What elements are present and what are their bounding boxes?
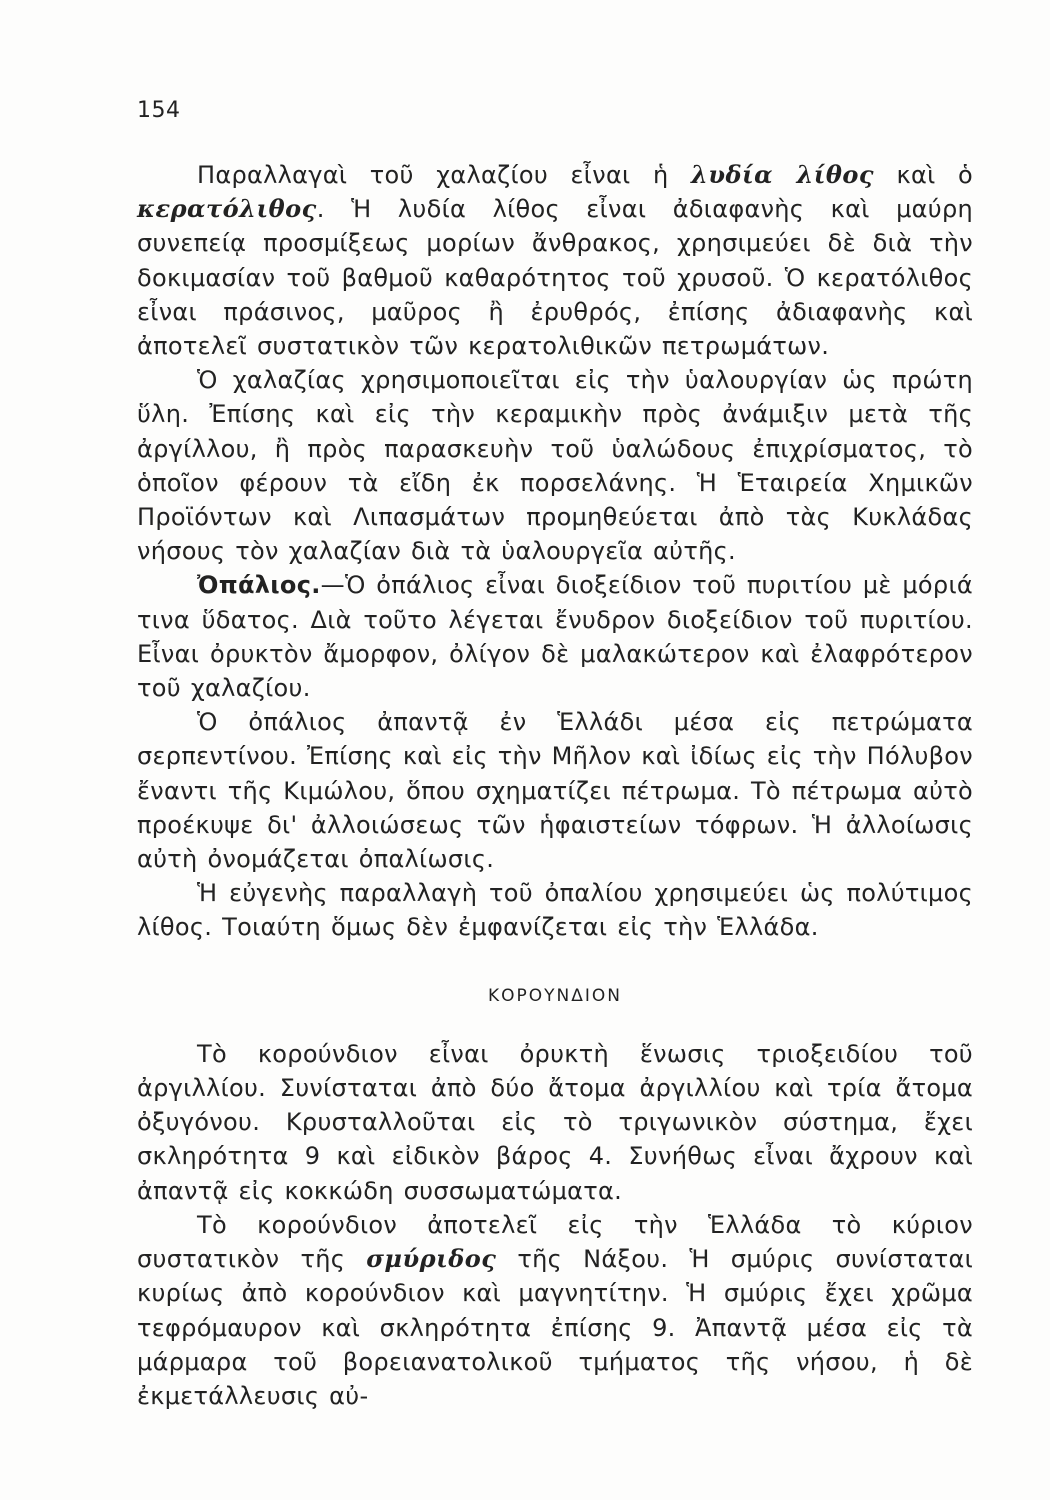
paragraph-rest: τῆς Νάξου. Ἡ σμύρις συνίσταται κυρίως ἀπὸ κορούνδιον καὶ μαγνητίτην. Ἡ σμύρις ἔχει χρῶμα τεφρόμαυρον καὶ σκληρότητα ἐπίσης 9. Ἀπαντᾷ μέσα εἰς τὰ μάρμαρα τοῦ βορειανατολικοῦ τμήματος τῆς νήσου, ἡ δὲ ἐκμετάλλευσις αὐ- bbox=[137, 1245, 973, 1410]
paragraph-quartz-uses: Ὁ χαλαζίας χρησιμοποιεῖται εἰς τὴν ὑαλουργίαν ὡς πρώτη ὕλη. Ἐπίσης καὶ εἰς τὴν κεραμικὴν πρὸς ἀνάμιξιν μετὰ τῆς ἀργίλλου, ἢ πρὸς παρασκευὴν τοῦ ὑαλώδους ἐπιχρίσματος, τὸ ὁποῖον φέρουν τὰ εἴδη ἐκ πορσελάνης. Ἡ Ἑταιρεία Χημικῶν Προϊόντων καὶ Λιπασμάτων προμηθεύεται ἀπὸ τὰς Κυκλάδας νήσους τὸν χαλαζίαν διὰ τὰ ὑαλουργεῖα αὐτῆς. bbox=[137, 366, 973, 566]
section-heading-corundum: ΚΟΡΟΥΝΔΙΟΝ bbox=[487, 985, 622, 1006]
page-number: 154 bbox=[137, 98, 181, 123]
paragraph-lead: Παραλλαγαὶ τοῦ χαλαζίου εἶναι ἡ bbox=[197, 161, 691, 189]
term-keratolithos: κερατόλιθος bbox=[137, 194, 317, 224]
paragraph-opal-occurrence: Ὁ ὀπάλιος ἀπαντᾷ ἐν Ἑλλάδι μέσα εἰς πετρώματα σερπεντίνου. Ἐπίσης καὶ εἰς τὴν Μῆλον καὶ ἰδίως εἰς τὴν Πόλυβον ἔναντι τῆς Κιμώλου, ὅπου σχηματίζει πέτρωμα. Τὸ πέτρωμα αὐτὸ προέκυψε δι' ἀλλοιώσεως τῶν ἡφαιστείων τόφρων. Ἡ ἀλλοίωσις αὐτὴ ὀνομάζεται ὀπαλίωσις. bbox=[137, 708, 973, 874]
term-smyris: σμύριδος bbox=[366, 1244, 497, 1274]
paragraph-corundum-composition: Τὸ κορούνδιον εἶναι ὀρυκτὴ ἕνωσις τριοξειδίου τοῦ ἀργιλλίου. Συνίσταται ἀπὸ δύο ἄτομα ἀργιλλίου καὶ τρία ἄτομα ὀξυγόνου. Κρυσταλλοῦται εἰς τὸ τριγωνικὸν σύστημα, ἔχει σκληρότητα 9 καὶ εἰδικὸν βάρος 4. Συνήθως εἶναι ἄχρουν καὶ ἀπαντᾷ εἰς κοκκώδη συσσωματώματα. bbox=[137, 1039, 973, 1205]
paragraph-opal-intro bbox=[137, 568, 973, 705]
term-lydia-lithos: λυδία λίθος bbox=[690, 160, 875, 189]
paragraph-rest: . Ἡ λυδία λίθος εἶναι ἀδιαφανὴς καὶ μαύρη συνεπείᾳ προσμίξεως μορίων ἄνθρακος, χρησιμεύει δὲ διὰ τὴν δοκιμασίαν τοῦ βαθμοῦ καθαρότητος τοῦ χρυσοῦ. Ὁ κερατόλιθος εἶναι πράσινος, μαῦρος ἢ ἐρυθρός, ἐπίσης ἀδιαφανὴς καὶ ἀποτελεῖ συστατικὸν τῶν κερατολιθικῶν πετρωμάτων. bbox=[137, 195, 973, 361]
paragraph-mid: καὶ ὁ bbox=[874, 161, 973, 189]
paragraph-rest: —Ὁ ὀπάλιος εἶναι διοξείδιον τοῦ πυριτίου μὲ μόριά τινα ὕδατος. Διὰ τοῦτο λέγεται ἔνυδρον διοξείδιον τοῦ πυριτίου. Εἶναι ὀρυκτὸν ἄμορφον, ὀλίγον δὲ μαλακώτερον καὶ ἐλαφρότερον τοῦ χαλαζίου. bbox=[137, 571, 973, 703]
opal-heading: Ὀπάλιος. bbox=[197, 571, 321, 600]
paragraph-opal-precious: Ἡ εὐγενὴς παραλλαγὴ τοῦ ὀπαλίου χρησιμεύει ὡς πολύτιμος λίθος. Τοιαύτη ὅμως δὲν ἐμφανίζεται εἰς τὴν Ἑλλάδα. bbox=[137, 879, 973, 942]
paragraph-corundum-greece bbox=[137, 1208, 973, 1413]
paragraph-quartz-varieties bbox=[137, 158, 973, 363]
page-body bbox=[137, 158, 973, 1413]
paragraph-lead: Τὸ κορούνδιον ἀποτελεῖ εἰς τὴν Ἑλλάδα τὸ κύριον συστατικὸν τῆς bbox=[137, 1210, 973, 1274]
